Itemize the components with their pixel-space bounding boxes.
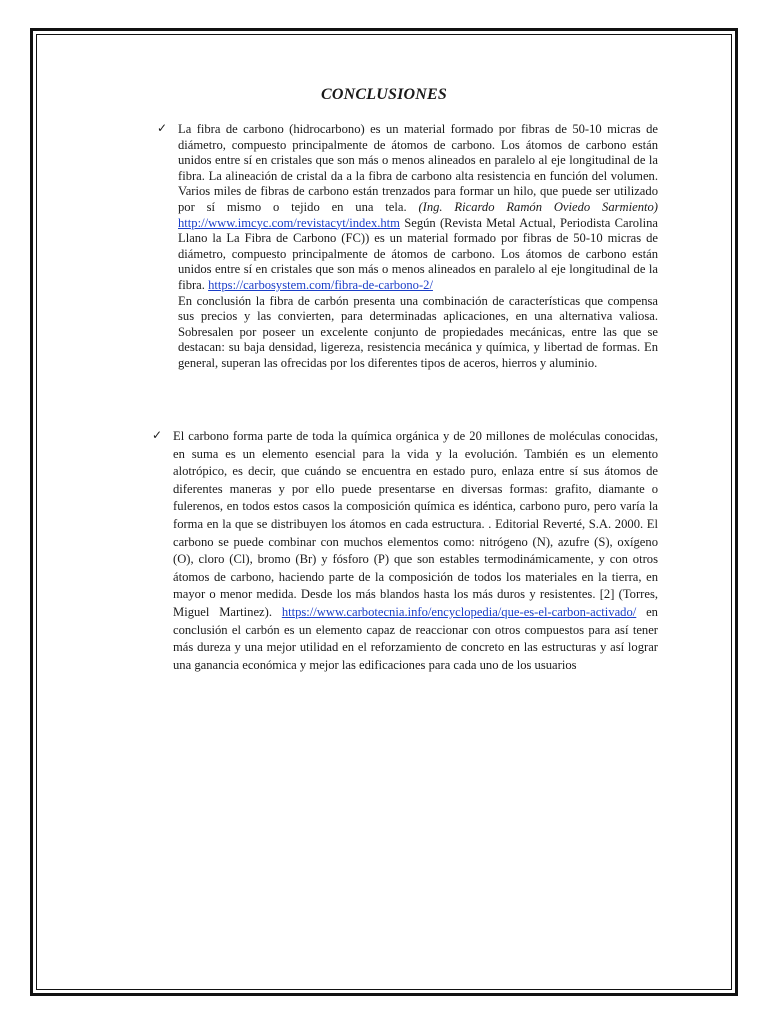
bullet-paragraph [173,428,658,674]
bullet-item-carbono [152,428,658,674]
bullet-item-fibra-carbono [157,121,658,372]
conclusion-paragraph: En conclusión la fibra de carbón presenta una combinación de características que compensa sus precios y las convierten, para determinadas aplicaciones, en una alternativa valiosa. Sobresalen por poseer un excelente conjunto de propiedades mecánicas, entre las que se destacan: su baja densidad, ligereza, resistencia mecánica y química, y libertad de formas. En general, superan las ofrecidas por los diferentes tipos de aceros, hierros y aluminio. [178,293,658,370]
page-title: CONCLUSIONES [321,86,447,103]
bullet-text-b: Según (Revista Metal Actual, Periodista Carolina Llano la La Fibra de Carbono (FC)) es un material formado por fibras de 50-10 micras de diámetro, compuesto principalmente de átomos de carbono. Los átomos de carbono están unidos entre sí en cristales que son más o menos alineados en paralelo al eje longitudinal de la fibra. [178,215,658,292]
citation-text: (Ing. Ricardo Ramón Oviedo Sarmiento) [418,199,658,214]
carbotecnia-link[interactable]: https://www.carbotecnia.info/encyclopedia/que-es-el-carbon-activado/ [281,604,637,619]
bullet-paragraph [178,122,658,294]
bullet-text-a: La fibra de carbono (hidrocarbono) es un material formado por fibras de 50-10 micras de diámetro, compuesto principalmente de átomos de carbono. Los átomos de carbono están unidos entre sí en cristales que son más o menos alineados en paralelo al eje longitudinal de la fibra. La alineación de cristal da a la fibra de carbono alta resistencia en función del volumen. Varios miles de fibras de carbono están trenzados para formar un hilo, que puede ser utilizado por sí mismo o tejido en una tela. [178,122,658,214]
imcyc-link[interactable]: http://www.imcyc.com/revistacyt/index.htm [178,215,400,230]
carbosystem-link[interactable]: https://carbosystem.com/fibra-de-carbono-2/ [208,277,433,292]
bullet-text-b: en conclusión el carbón es un elemento capaz de reaccionar con otros compuestos para así tener más dureza y una mejor utilidad en el reforzamiento de concreto en las estructuras y así lograr una ganancia económica y mejor las edificaciones para cada uno de los usuarios [173,604,658,672]
bullet-text-a: El carbono forma parte de toda la química orgánica y de 20 millones de moléculas conocidas, en suma es un elemento esencial para la vida y la evolución. También es un elemento alotrópico, es decir, que cuándo se encuentra en estado puro, enlaza entre sí sus átomos de diferentes maneras y por ello puede presentarse en diversas formas: grafito, diamante o fulerenos, en todos estos casos la composición química es idéntica, carbono puro, pero varía la forma en la que se distribuyen los átomos en cada estructura. . Editorial Reverté, S.A. 2000. El carbono se puede combinar con muchos elementos como: nitrógeno (N), azufre (S), oxígeno (O), cloro (Cl), bromo (Br) y fósforo (P) que son estables termodinámicamente, y con otros átomos de carbono, haciendo parte de la composición de todos los materiales en la tierra, en mayor o menor medida. Desde los más blandos hasta los más duros y resistentes. [2] (Torres, Miguel Martinez). [173,429,658,619]
checkmark-icon: ✓ [157,121,168,135]
checkmark-icon: ✓ [152,428,163,442]
